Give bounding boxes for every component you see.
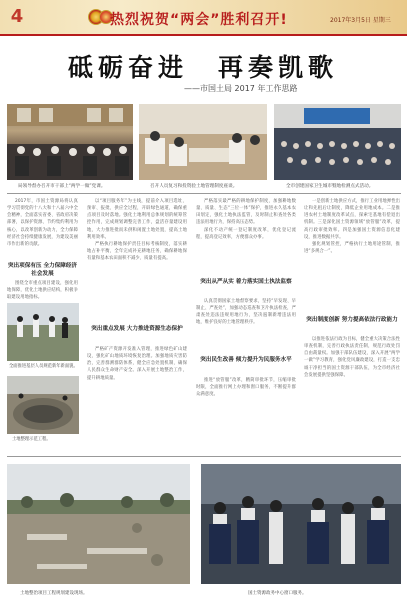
banner-title: 热烈祝贺“两会”胜利召开! xyxy=(110,12,288,28)
photo-caption-2: 召开人员复习和投资验土地管理制度座谈。 xyxy=(150,184,238,189)
section-heading-3: 突出从严从实 着力落实国土执法监察 xyxy=(200,279,292,285)
section-heading-4: 突出民生改善 倾力提升为民服务水平 xyxy=(200,357,292,363)
meeting-photo-1 xyxy=(7,104,133,180)
service-window-photo xyxy=(201,464,401,584)
bottom-caption-2: 国土资源政务中心窗口服务。 xyxy=(248,591,307,596)
text-column-1: 2017年，市国土资源局将认真学习贯彻党的十八大和十八届六中全会精神，全面落实省委、省政府决策部署，以保护资源、节约集约利用为核心，以改革创新为动力，全力保障经济社会持续健康发展，为建设美丽市作出新的贡献。 xyxy=(7,199,78,247)
text-column-2b: 严格矿产资源开发准入管理，推进绿色矿山建设，强化矿山地质环境恢复治理。加强地质灾害防治，完善群测群防体系，健全应急处置机制，确保人民群众生命财产安全。深入开展土地整治工作，提升耕地质量。 xyxy=(87,347,187,381)
section-divider xyxy=(7,193,401,194)
text-column-4b: 以推进依法行政为目标，健全重大决策合法性审查机制，完善行政执法责任制，规范行政处罚自由裁量权。加强干部队伍建设，深入开展“两学一做”学习教育，强化党风廉政建设，打造一支忠诚干净担当的国土资源干部队伍，为全市经济社会发展提供坚强保障。 xyxy=(304,337,400,378)
page-number: 4 xyxy=(10,6,24,27)
issue-date: 2017年3月5日 星期三 xyxy=(330,17,391,24)
header-divider xyxy=(0,34,407,36)
site-inspection-photo xyxy=(7,303,79,361)
text-column-3b: 认真贯彻国家土地督察要求，坚持“早发现、早制止、严查处”，加强动态巡查和卫片执法检查，严肃查处违法违规用地行为，坚决遏制新增违法用地，维护良好的土地管理秩序。 xyxy=(196,299,296,326)
text-column-2: 以“项目服务年”为主线，提前介入项目选址、预审、报批、供应全过程，开辟绿色通道，确保重点项目及时落地。强化土地利用总体规划的统筹管控作用，完成规划调整完善工作，盘活存量建设用地，大力推进批而未供和闲置土地处置，提高土地利用效率。 严格执行耕地保护责任目标考核制度，落实耕地占补平衡，全年完成补充耕地任务，确保耕地保有量和基本农田面积不减少、质量有提高。 xyxy=(87,199,187,262)
mid-caption-2: 土地整理示范工程。 xyxy=(12,437,51,442)
land-consolidation-photo xyxy=(7,464,190,584)
mid-caption-1: 全面推进基层人员规范新年新面貌。 xyxy=(9,364,78,369)
photo-caption-3: 全市创建国家卫生城市暨地检测点式活动。 xyxy=(286,184,374,189)
photo-caption-1: 局领导督办召开市干部上“两学一做”党课。 xyxy=(18,184,106,189)
land-project-photo xyxy=(7,376,79,434)
text-column-4: 一是创新土地供应方式，推行工业用地弹性出让和先租后让制度，降低企业用地成本。二是推进农村土地制度改革试点，探索宅基地有偿退出机制。三是深化国土资源领域“放管服”改革，提高行政审批效率。四是加强国土资源信息化建设，推进数据共享。 强化规划管控，严格执行土地用途管制，推进“多规合一”。 xyxy=(304,199,400,255)
article-title: 砥砺奋进 再奏凯歌 xyxy=(68,53,339,82)
meeting-photo-3 xyxy=(274,104,401,180)
bottom-divider xyxy=(7,456,401,457)
article-subtitle: ——市国土局 2017 年工作思路 xyxy=(184,84,298,93)
text-column-3: 严格落实最严格的耕地保护制度，加强耕地数量、质量、生态“三位一体”保护，推进永久基本农田划定，强化土地执法监管，及时制止和查处各类违法用地行为，保持高压态势。 深化不动产统一登记制度改革，优化登记流程，提高登记效率，方便群众办事。 xyxy=(196,199,296,240)
section-heading-2: 突出重点发展 大力推进资源生态保护 xyxy=(91,326,183,332)
section-heading-5: 突出制度创新 努力提高依法行政能力 xyxy=(306,317,398,323)
section-heading-1: 突出项保有压 全力保障经济社会发展 xyxy=(7,263,78,277)
bottom-caption-1: 土地整治项目工程规划建设现场。 xyxy=(20,591,88,596)
meeting-photo-2 xyxy=(139,104,267,180)
text-column-1b: 围绕全市重点项目建设，强化用地保障，优化土地供应结构，积极争取建设用地指标。 xyxy=(7,281,78,301)
text-column-3c: 推进“放管服”改革，精简审批环节，压缩审批时限，全面推行网上办理和窗口服务，不断提升群众满意度。 xyxy=(196,378,296,398)
